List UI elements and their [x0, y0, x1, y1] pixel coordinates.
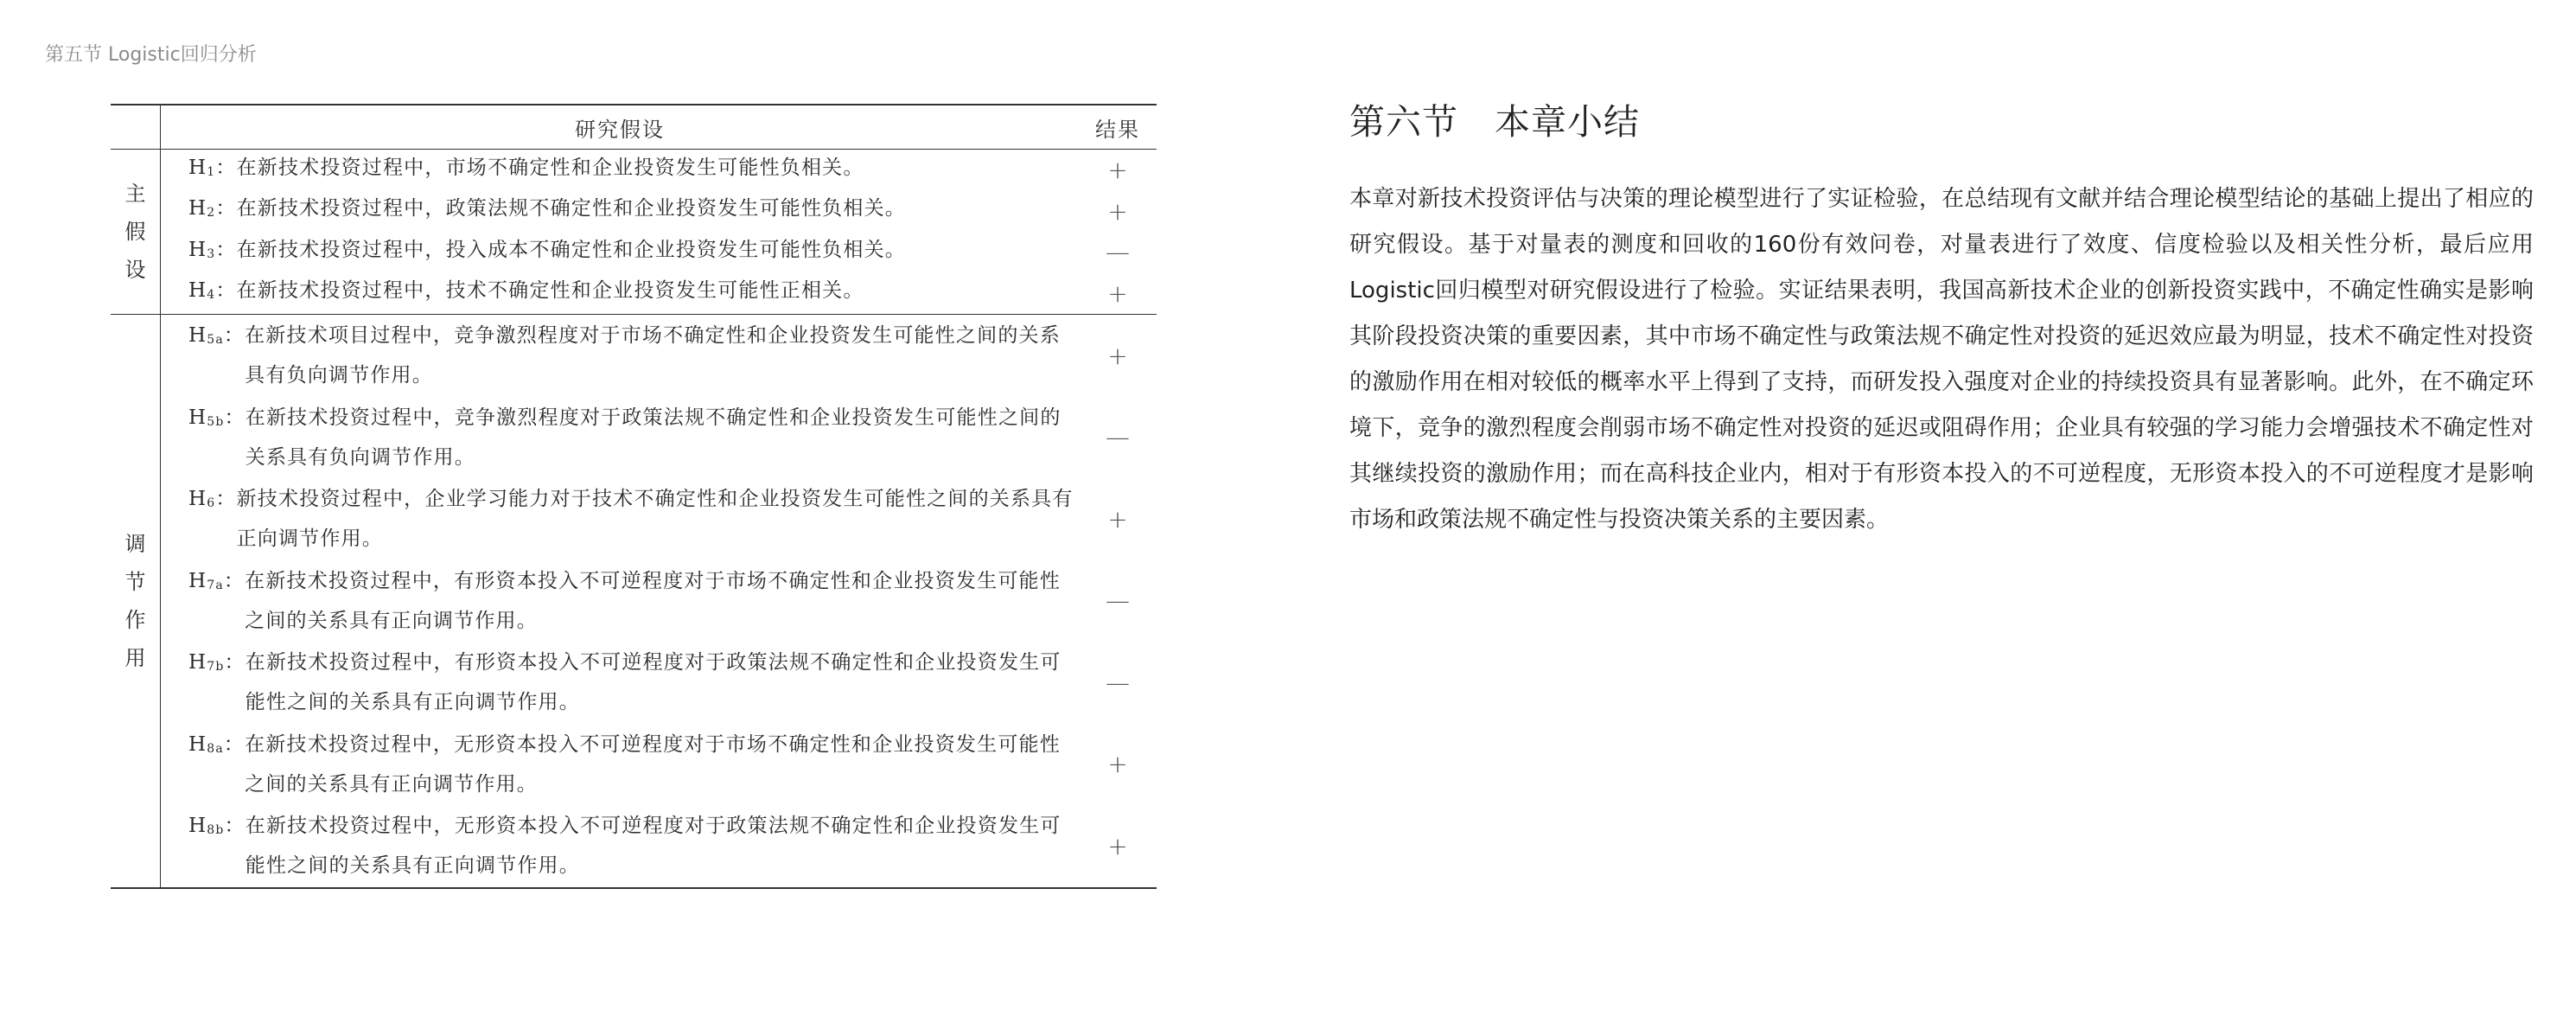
hypothesis-line [188, 398, 1079, 477]
header-group-cell [111, 105, 161, 149]
hypothesis-line [188, 189, 1079, 233]
hypothesis-label-sub: 1 [207, 164, 216, 179]
hypothesis-text: 在新技术投资过程中，无形资本投入不可逆程度对于市场不确定性和企业投资发生可能性之间的关系具有正向调节作用。 [245, 732, 1061, 796]
result-cell: — [1106, 423, 1130, 452]
hypothesis-label-sub: 7b [207, 660, 225, 675]
hypothesis-cell [161, 725, 1079, 804]
hypothesis-text: 在新技术投资过程中，竞争激烈程度对于政策法规不确定性和企业投资发生可能性之间的关系具有负向调节作用。 [245, 406, 1062, 469]
table-row [161, 315, 1157, 397]
hypothesis-label-sep: ： [215, 238, 237, 261]
table-body [111, 150, 1157, 887]
group-label-char: 假 [124, 220, 146, 244]
group-label-char: 节 [124, 569, 146, 594]
table-row [161, 642, 1157, 724]
moderation-group [111, 314, 1157, 887]
section-title: 第六节 本章小结 [1349, 101, 1640, 143]
table-row [161, 150, 1157, 191]
hypothesis-text: 在新技术投资过程中，有形资本投入不可逆程度对于政策法规不确定性和企业投资发生可能性之间的关系具有正向调节作用。 [245, 651, 1062, 714]
hypothesis-cell [161, 806, 1079, 886]
hypothesis-label-sep: ： [224, 651, 245, 675]
hypothesis-text: 在新技术投资过程中，无形资本投入不可逆程度对于政策法规不确定性和企业投资发生可能性之间的关系具有正向调节作用。 [245, 815, 1062, 878]
group-label-chars [125, 175, 146, 289]
hypothesis-label-sep: ： [215, 156, 237, 179]
hypothesis-label-sep: ： [215, 279, 237, 303]
hypothesis-line [188, 561, 1079, 641]
hypothesis-label [188, 479, 237, 559]
hypothesis-text: 在新技术投资过程中，技术不确定性和企业投资发生可能性正相关。 [236, 279, 864, 303]
hypothesis-label [188, 189, 237, 233]
hypothesis-label-main: H [188, 156, 207, 179]
hypothesis-label-sub: 6 [207, 496, 216, 511]
group-label-char: 调 [124, 531, 146, 556]
group-label [111, 150, 161, 314]
hypothesis-cell [161, 316, 1079, 395]
hypothesis-label [188, 643, 245, 722]
hypothesis-cell [161, 231, 1079, 274]
hypothesis-label-main: H [188, 651, 207, 675]
hypothesis-line [188, 643, 1079, 722]
hypothesis-label-main: H [188, 569, 207, 592]
hypothesis-line [188, 725, 1079, 804]
header-result: 结果 [1095, 117, 1140, 142]
hypothesis-label-main: H [188, 732, 207, 756]
hypothesis-label [188, 806, 245, 886]
result-cell: + [1107, 156, 1128, 185]
hypothesis-label-sub: 5b [207, 414, 225, 429]
result-cell: + [1107, 196, 1128, 226]
hypothesis-label-sub: 3 [207, 246, 216, 261]
hypothesis-cell [161, 272, 1079, 315]
result-cell: + [1107, 750, 1128, 779]
result-cell: — [1106, 586, 1130, 616]
group-rows [161, 150, 1157, 314]
result-cell: + [1107, 831, 1128, 860]
hypothesis-label-sep: ： [224, 406, 245, 429]
hypothesis-text: 在新技术投资过程中，有形资本投入不可逆程度对于市场不确定性和企业投资发生可能性之间的关系具有正向调节作用。 [245, 569, 1061, 632]
hypothesis-label [188, 561, 245, 641]
group-label-char: 用 [124, 645, 146, 670]
group-label-char: 设 [124, 258, 146, 282]
hypothesis-text: 在新技术投资过程中，市场不确定性和企业投资发生可能性负相关。 [236, 156, 864, 179]
group-label-char: 主 [124, 182, 146, 206]
group-label [111, 315, 161, 887]
group-rows [161, 315, 1157, 887]
table-row [161, 805, 1157, 887]
table-row [161, 397, 1157, 479]
result-cell: + [1107, 341, 1128, 370]
hypothesis-label-main: H [188, 238, 207, 261]
hypothesis-label-sub: 7a [207, 578, 224, 592]
hypothesis-label-sep: ： [224, 815, 245, 838]
hypothesis-label-sub: 5a [207, 333, 224, 348]
hypothesis-label-sub: 8b [207, 823, 225, 838]
chapter-summary: 本章对新技术投资评估与决策的理论模型进行了实证检验，在总结现有文献并结合理论模型结论的基础上提出了相应的研究假设。基于对量表的测度和回收的160份有效问卷，对量表进行了效度、信度检验以及相关性分析，最后应用Logistic回归模型对研究假设进行了检验。实证结果表明，我国高新技术企业的创新投资实践中，不确定性确实是影响其阶段投资决策的重要因素，其中市场不确定性与政策法规不确定性对投资的延迟效应最为明显，技术不确定性对投资的激励作用在相对较低的概率水平上得到了支持，而研发投入强度对企业的持续投资具有显著影响。此外，在不确定环境下，竞争的激烈程度会削弱市场不确定性对投资的延迟或阻碍作用；企业具有较强的学习能力会增强技术不确定性对其继续投资的激励作用；而在高科技企业内，相对于有形资本投入的不可逆程度，无形资本投入的不可逆程度才是影响市场和政策法规不确定性与投资决策关系的主要因素。 [1349, 186, 2534, 533]
hypothesis-line [188, 479, 1079, 559]
main-hypotheses-group [111, 150, 1157, 314]
table-row [161, 560, 1157, 643]
result-cell: — [1106, 238, 1130, 267]
hypothesis-label-main: H [188, 324, 207, 348]
table-row [161, 273, 1157, 315]
hypothesis-label-main: H [188, 406, 207, 429]
hypothesis-label-sep: ： [223, 569, 245, 592]
hypothesis-label-main: H [188, 815, 207, 838]
running-head: 第五节 Logistic回归分析 [45, 44, 257, 66]
hypothesis-cell [161, 561, 1079, 641]
hypothesis-table [111, 104, 1157, 889]
hypothesis-cell [161, 149, 1079, 192]
hypothesis-label [188, 231, 237, 274]
hypothesis-label [188, 725, 245, 804]
hypothesis-label-sep: ： [215, 197, 237, 221]
table-row [161, 191, 1157, 233]
hypothesis-text: 在新技术投资过程中，政策法规不确定性和企业投资发生可能性负相关。 [236, 197, 906, 221]
hypothesis-line [188, 316, 1079, 395]
hypothesis-label-sep: ： [215, 488, 237, 511]
hypothesis-cell [161, 189, 1079, 233]
hypothesis-line [188, 231, 1079, 274]
table-header [111, 105, 1157, 150]
hypothesis-cell [161, 643, 1079, 722]
hypothesis-label-main: H [188, 488, 207, 511]
result-cell: — [1106, 668, 1130, 697]
hypothesis-line [188, 149, 1079, 192]
hypothesis-label [188, 316, 245, 395]
hypothesis-label-main: H [188, 197, 207, 221]
hypothesis-label-sep: ： [223, 324, 245, 348]
hypothesis-line [188, 806, 1079, 886]
group-label-char: 作 [124, 607, 146, 632]
result-cell: + [1107, 278, 1128, 308]
hypothesis-label-sub: 8a [207, 741, 224, 756]
hypothesis-label [188, 398, 245, 477]
table-row [161, 232, 1157, 273]
hypothesis-label [188, 149, 237, 192]
hypothesis-text: 在新技术投资过程中，投入成本不确定性和企业投资发生可能性负相关。 [236, 238, 906, 261]
hypothesis-text: 在新技术项目过程中，竞争激烈程度对于市场不确定性和企业投资发生可能性之间的关系具有负向调节作用。 [245, 324, 1061, 387]
hypothesis-cell [161, 398, 1079, 477]
table-row [161, 478, 1157, 560]
header-hypothesis: 研究假设 [575, 117, 665, 142]
hypothesis-line [188, 272, 1079, 315]
result-cell: + [1107, 504, 1128, 534]
hypothesis-label-main: H [188, 279, 207, 303]
hypothesis-label [188, 272, 237, 315]
table-row [161, 724, 1157, 806]
hypothesis-label-sep: ： [223, 732, 245, 756]
hypothesis-label-sub: 4 [207, 288, 216, 303]
hypothesis-label-sub: 2 [207, 206, 216, 221]
hypothesis-cell [161, 479, 1079, 559]
group-label-chars [125, 525, 146, 677]
hypothesis-text: 新技术投资过程中，企业学习能力对于技术不确定性和企业投资发生可能性之间的关系具有正向调节作用。 [236, 488, 1074, 551]
